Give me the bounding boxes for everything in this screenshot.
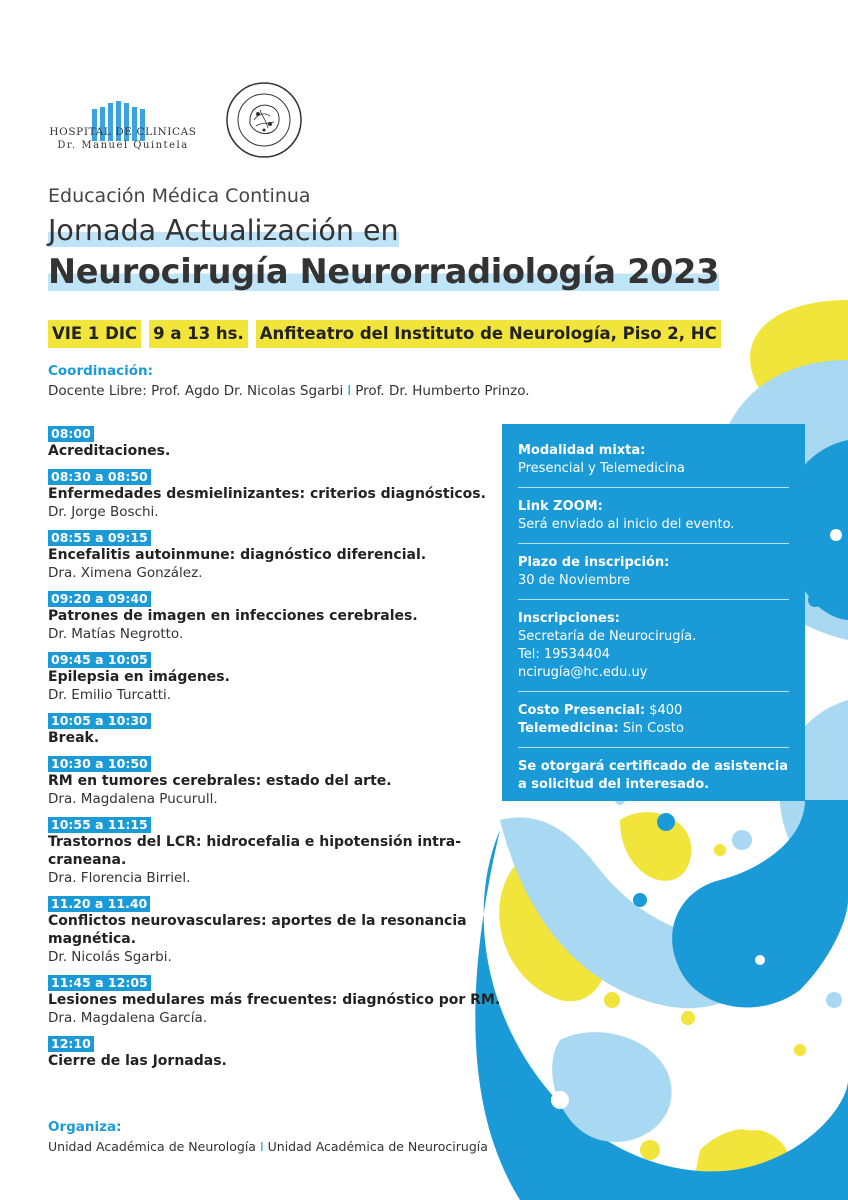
info-plazo [518, 554, 789, 600]
title-line-1 [48, 213, 808, 249]
coordination-section [48, 362, 668, 402]
agenda-item [48, 814, 508, 887]
agenda-time: 08:30 a 08:50 [48, 469, 151, 485]
agenda-title: Epilepsia en imágenes. [48, 669, 230, 685]
event-dateline [48, 320, 721, 348]
inscripciones-email[interactable]: ncirugía@hc.edu.uy [518, 665, 648, 680]
costo-label: Costo Presencial: [518, 703, 646, 718]
title-line-1-text: Jornada Actualización en [48, 214, 399, 247]
agenda-item [48, 753, 508, 808]
agenda-title: Patrones de imagen en infecciones cerebrales. [48, 608, 418, 624]
organiza-unit-1: Unidad Académica de Neurología [48, 1139, 256, 1154]
tele-label: Telemedicina: [518, 721, 619, 736]
costo-value: $400 [649, 703, 683, 718]
coordination-docente: Docente Libre: Prof. Agdo Dr. Nicolas Sgarbi [48, 383, 344, 399]
tele-value: Sin Costo [622, 721, 684, 736]
agenda-speaker: Dr. Nicolás Sgarbi. [48, 949, 172, 965]
agenda-item [48, 527, 508, 582]
agenda-title: Acreditaciones. [48, 443, 171, 459]
info-zoom [518, 498, 789, 544]
agenda-item [48, 649, 508, 704]
agenda-item [48, 466, 508, 521]
info-modalidad [518, 442, 789, 488]
modalidad-text: Presencial y Telemedicina [518, 461, 685, 476]
title-line-2 [48, 251, 808, 293]
info-certificado [518, 758, 789, 803]
coordination-label: Coordinación: [48, 363, 154, 379]
agenda-title: Conflictos neurovasculares: aportes de la resonancia magnética. [48, 913, 467, 947]
agenda-item [48, 972, 508, 1027]
agenda-time: 11:45 a 12:05 [48, 975, 151, 991]
agenda-title: Enfermedades desmielinizantes: criterios diagnósticos. [48, 486, 486, 502]
agenda-title: Encefalitis autoinmune: diagnóstico diferencial. [48, 547, 427, 563]
coordination-other: Prof. Dr. Humberto Prinzo. [355, 383, 530, 399]
organiza-text [48, 1136, 668, 1158]
agenda-list [48, 423, 508, 1076]
organiza-section [48, 1118, 668, 1158]
inscripciones-phone: Tel: 19534404 [518, 647, 611, 662]
agenda-time: 11.20 a 11.40 [48, 896, 150, 912]
agenda-speaker: Dra. Florencia Birriel. [48, 870, 191, 886]
plazo-text: 30 de Noviembre [518, 573, 631, 588]
event-venue: Anfiteatro del Instituto de Neurología, Piso 2, HC [256, 320, 721, 348]
agenda-title: RM en tumores cerebrales: estado del arte. [48, 773, 392, 789]
certificado-line-2: a solicitud del interesado. [518, 777, 710, 792]
plazo-label: Plazo de inscripción: [518, 555, 670, 570]
certificado-line-1: Se otorgará certificado de asistencia [518, 759, 789, 774]
agenda-time: 10:55 a 11:15 [48, 817, 151, 833]
agenda-speaker: Dra. Ximena González. [48, 565, 203, 581]
agenda-speaker: Dra. Magdalena Pucurull. [48, 791, 218, 807]
organiza-separator: I [259, 1139, 264, 1154]
agenda-item [48, 588, 508, 643]
agenda-speaker: Dr. Matías Negrotto. [48, 626, 184, 642]
coordination-separator: I [347, 383, 352, 399]
agenda-speaker: Dr. Emilio Turcatti. [48, 687, 172, 703]
agenda-title: Break. [48, 730, 100, 746]
hospital-name: HOSPITAL DE CLINICAS [49, 126, 197, 138]
event-header [48, 183, 808, 293]
inscripciones-line-1: Secretaría de Neurocirugía. [518, 629, 697, 644]
neurology-institute-seal-icon [224, 80, 304, 160]
agenda-speaker: Dr. Jorge Boschi. [48, 504, 159, 520]
agenda-time: 12:10 [48, 1036, 94, 1052]
pretitle: Educación Médica Continua [48, 185, 311, 207]
agenda-time: 10:30 a 10:50 [48, 756, 151, 772]
modalidad-label: Modalidad mixta: [518, 443, 646, 458]
costo-line [518, 702, 789, 720]
tele-line [518, 720, 789, 738]
hospital-subname: Dr. Manuel Quintela [57, 140, 189, 151]
event-hours: 9 a 13 hs. [149, 320, 248, 348]
agenda-time: 09:20 a 09:40 [48, 591, 151, 607]
logos-row [48, 80, 308, 160]
zoom-text: Será enviado al inicio del evento. [518, 517, 735, 532]
agenda-item [48, 423, 508, 460]
agenda-time: 09:45 a 10:05 [48, 652, 151, 668]
coordination-text [48, 380, 668, 402]
organiza-unit-2: Unidad Académica de Neurocirugía [267, 1139, 488, 1154]
inscripciones-label: Inscripciones: [518, 611, 620, 626]
agenda-item [48, 1033, 508, 1070]
info-inscripciones [518, 610, 789, 692]
organiza-label: Organiza: [48, 1119, 122, 1135]
agenda-title: Cierre de las Jornadas. [48, 1053, 227, 1069]
agenda-speaker: Dra. Magdalena García. [48, 1010, 208, 1026]
agenda-title: Lesiones medulares más frecuentes: diagnóstico por RM. [48, 992, 501, 1008]
info-box [502, 424, 805, 801]
event-date: VIE 1 DIC [48, 320, 141, 348]
info-costo [518, 702, 789, 748]
agenda-time: 08:55 a 09:15 [48, 530, 151, 546]
agenda-time: 10:05 a 10:30 [48, 713, 151, 729]
agenda-title: Trastornos del LCR: hidrocefalia e hipotensión intra-craneana. [48, 834, 462, 868]
agenda-item [48, 893, 508, 966]
agenda-item [48, 710, 508, 747]
zoom-label: Link ZOOM: [518, 499, 603, 514]
agenda-time: 08:00 [48, 426, 94, 442]
title-line-2-text: Neurocirugía Neurorradiología 2023 [48, 252, 720, 291]
